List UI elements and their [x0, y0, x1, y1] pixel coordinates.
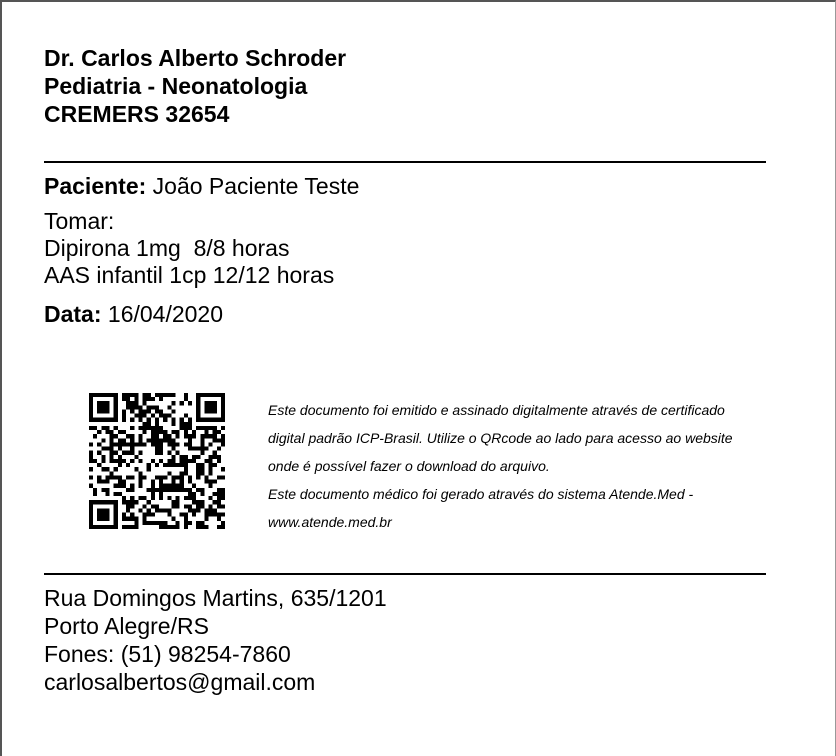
- address-footer: [44, 584, 387, 696]
- date-value: 16/04/2020: [107, 301, 224, 327]
- doctor-name: Dr. Carlos Alberto Schroder: [44, 45, 347, 71]
- notice-line: www.atende.med.br: [268, 514, 392, 530]
- notice-line: Este documento foi emitido e assinado digitalmente através de certificado: [268, 402, 725, 418]
- prescription-body: [44, 208, 334, 289]
- bottom-divider: [44, 573, 766, 575]
- doctor-specialty: Pediatria - Neonatologia: [44, 73, 308, 99]
- qr-code-icon[interactable]: [89, 393, 225, 529]
- prescription-item: AAS infantil 1cp 12/12 horas: [44, 262, 335, 288]
- patient-label: Paciente:: [44, 173, 147, 199]
- notice-line: onde é possível fazer o download do arquivo.: [268, 458, 550, 474]
- doctor-header: [44, 44, 346, 128]
- patient-name: João Paciente Teste: [152, 173, 360, 199]
- digital-signature-notice: [268, 396, 813, 536]
- doctor-registration: CREMERS 32654: [44, 101, 230, 127]
- date-label: Data:: [44, 301, 102, 327]
- address-email: carlosalbertos@gmail.com: [44, 669, 316, 695]
- date-line: [44, 300, 223, 328]
- notice-line: Este documento médico foi gerado através do sistema Atende.Med -: [268, 486, 694, 502]
- prescription-intro: Tomar:: [44, 208, 115, 234]
- top-divider: [44, 161, 766, 163]
- address-street: Rua Domingos Martins, 635/1201: [44, 585, 387, 611]
- address-city: Porto Alegre/RS: [44, 613, 209, 639]
- patient-line: [44, 172, 359, 200]
- address-phones: Fones: (51) 98254-7860: [44, 641, 291, 667]
- notice-line: digital padrão ICP-Brasil. Utilize o QRcode ao lado para acesso ao website: [268, 430, 733, 446]
- prescription-item: Dipirona 1mg 8/8 horas: [44, 235, 290, 261]
